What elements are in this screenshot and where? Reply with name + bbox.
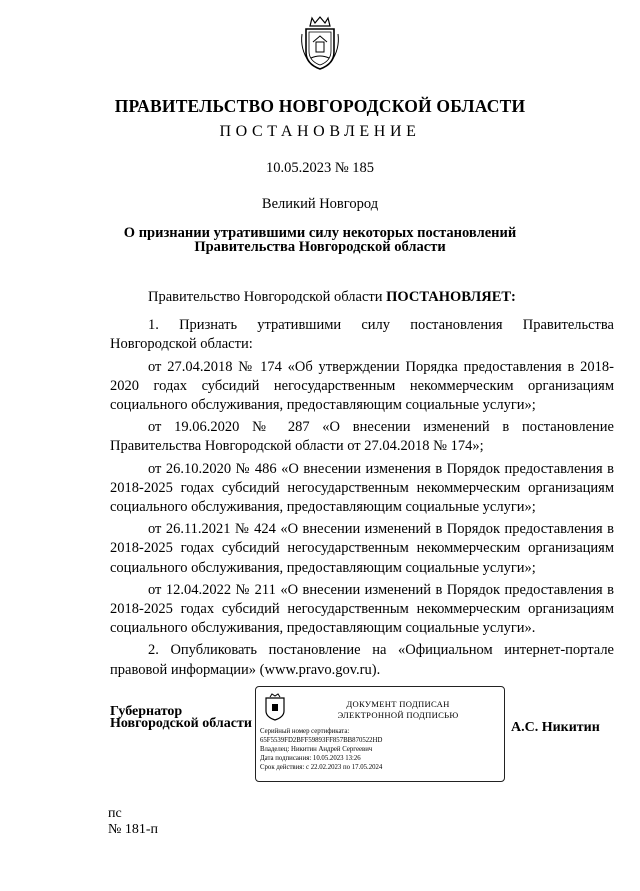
stamp-owner: Владелец: Никитин Андрей Сергеевич: [260, 746, 373, 753]
signer-position-line-2: Новгородской области: [110, 716, 252, 731]
repealed-act-item: от 26.11.2021 № 424 «О внесении изменений в Порядок предоставления в 2018-2025 годах субсидий негосударственным некоммерческим организациям социального обслуживания, предоставляющим социальные услуги»;: [110, 521, 614, 576]
heading-line-2: Правительства Новгородской области: [194, 239, 446, 255]
signer-position-line-1: Губернатор: [110, 704, 183, 719]
document-heading: [0, 226, 640, 254]
document-body: [110, 288, 614, 683]
stamp-heading-line-1: ДОКУМЕНТ ПОДПИСАН: [346, 699, 450, 709]
item-1-paragraph: 1. Признать утратившими силу постановления Правительства Новгородской области:: [110, 317, 614, 353]
document-city: Великий Новгород: [261, 196, 379, 212]
footer-line-1: пс: [108, 806, 122, 821]
repealed-act-item: от 26.10.2020 № 486 «О внесении изменения в Порядок предоставления в 2018-2025 годах субсидий негосударственным некоммерческим организациям социального обслуживания, предоставляющим социальные услуги»;: [110, 460, 614, 516]
intro-text: Правительство Новгородской области: [148, 289, 387, 305]
stamp-cert-number: 65F5539FD2BFF59893FF857BB870522HD: [260, 737, 383, 744]
stamp-emblem-icon: [262, 693, 288, 721]
stamp-details: [260, 727, 382, 772]
government-name: ПРАВИТЕЛЬСТВО НОВГОРОДСКОЙ ОБЛАСТИ: [114, 96, 526, 116]
intro-bold: ПОСТАНОВЛЯЕТ:: [386, 289, 516, 305]
coat-of-arms-icon: [299, 14, 341, 72]
signer-name: А.С. Никитин: [511, 720, 600, 735]
repealed-act-item: от 12.04.2022 № 211 «О внесении изменений в Порядок предоставления в 2018-2025 годах субсидий негосударственным некоммерческим организациям социального обслуживания, предоставляющим социальные услуги».: [110, 581, 614, 637]
item-2-paragraph: 2. Опубликовать постановление на «Официальном интернет-портале правовой информации» (www.pravo.gov.ru).: [110, 642, 614, 678]
electronic-signature-stamp: [255, 686, 505, 782]
stamp-heading-line-2: ЭЛЕКТРОННОЙ ПОДПИСЬЮ: [337, 710, 459, 720]
stamp-signed-date: Дата подписания: 10.05.2023 13:26: [260, 755, 361, 762]
stamp-validity: Срок действия: с 22.02.2023 по 17.05.2024: [260, 764, 383, 771]
document-type: ПОСТАНОВЛЕНИЕ: [219, 123, 421, 140]
footer-line-2: № 181-п: [108, 822, 159, 837]
stamp-heading: [294, 699, 502, 721]
intro-paragraph: [110, 288, 614, 307]
stamp-cert-label: Серийный номер сертификата:: [260, 728, 350, 735]
document-date-number: 10.05.2023 № 185: [265, 160, 375, 176]
footer-note: [108, 806, 158, 838]
repealed-act-item: от 19.06.2020 № 287 «О внесении изменений в постановление Правительства Новгородской области от 27.04.2018 № 174»;: [110, 419, 614, 455]
heading-line-1: О признании утратившими силу некоторых постановлений: [123, 225, 517, 241]
repealed-act-item: от 27.04.2018 № 174 «Об утверждении Порядка предоставления в 2018-2020 годах субсидий негосударственным некоммерческим организациям социального обслуживания, предоставляющим социальные услуги»;: [110, 358, 614, 414]
signer-position: [110, 706, 252, 730]
